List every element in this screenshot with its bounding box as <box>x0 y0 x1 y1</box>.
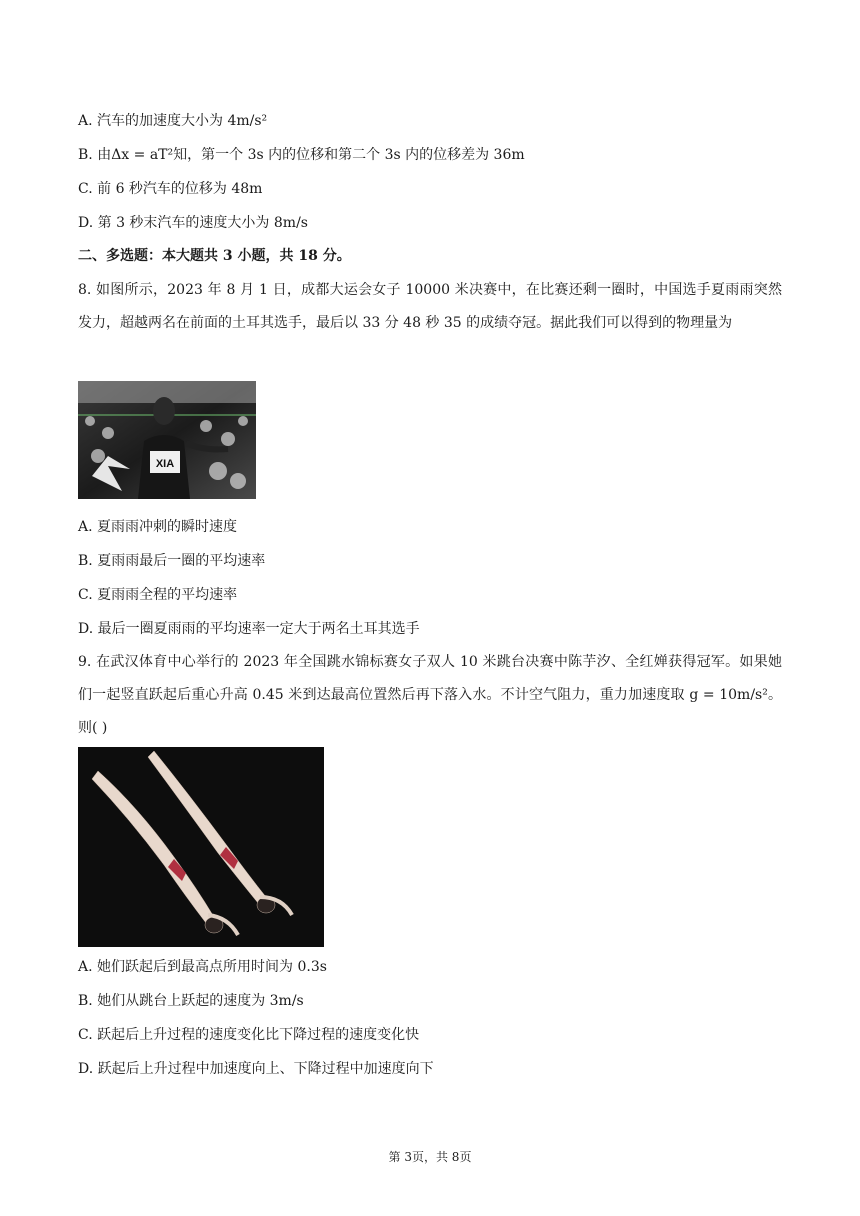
q7-option-d: D. 第 3 秒末汽车的速度大小为 8m/s <box>78 215 308 231</box>
q8-option-a: A. 夏雨雨冲刺的瞬时速度 <box>78 519 238 535</box>
q9-stem: 9. 在武汉体育中心举行的 2023 年全国跳水锦标赛女子双人 10 米跳台决赛中陈芋汐、全红婵获得冠军。如果她们一起竖直跃起后重心升高 0.45 米到达最高位置然后再下落入水。不计空气阻力，重力加速度取 g = 10m/s²。则( ) <box>78 654 782 736</box>
q9-option-b: B. 她们从跳台上跃起的速度为 3m/s <box>78 993 304 1009</box>
q9-option-a: A. 她们跃起后到最高点所用时间为 0.3s <box>78 959 327 975</box>
page-footer: 第 3页，共 8页 <box>388 1150 472 1164</box>
divers-photo-svg <box>78 747 324 947</box>
q8-runner-photo <box>78 381 256 499</box>
runner-photo-svg <box>78 381 256 499</box>
q7-option-b: B. 由Δx = aT²知，第一个 3s 内的位移和第二个 3s 内的位移差为 36m <box>78 147 525 163</box>
q7-option-c: C. 前 6 秒汽车的位移为 48m <box>78 181 263 197</box>
q8-stem: 8. 如图所示，2023 年 8 月 1 日，成都大运会女子 10000 米决赛中，在比赛还剩一圈时，中国选手夏雨雨突然发力，超越两名在前面的土耳其选手，最后以 33 分 48 秒 35 的成绩夺冠。据此我们可以得到的物理量为 <box>78 282 782 331</box>
q8-option-c: C. 夏雨雨全程的平均速率 <box>78 587 238 603</box>
q9-divers-photo <box>78 747 324 947</box>
q8-option-b: B. 夏雨雨最后一圈的平均速率 <box>78 553 266 569</box>
q9-option-d: D. 跃起后上升过程中加速度向上、下降过程中加速度向下 <box>78 1061 434 1077</box>
section-title: 二、多选题：本大题共 3 小题，共 18 分。 <box>78 248 351 264</box>
q7-option-a: A. 汽车的加速度大小为 4m/s² <box>78 113 268 129</box>
q9-option-c: C. 跃起后上升过程的速度变化比下降过程的速度变化快 <box>78 1027 420 1043</box>
runner-bib-text: XIA <box>155 458 175 470</box>
q8-option-d: D. 最后一圈夏雨雨的平均速率一定大于两名土耳其选手 <box>78 621 420 637</box>
